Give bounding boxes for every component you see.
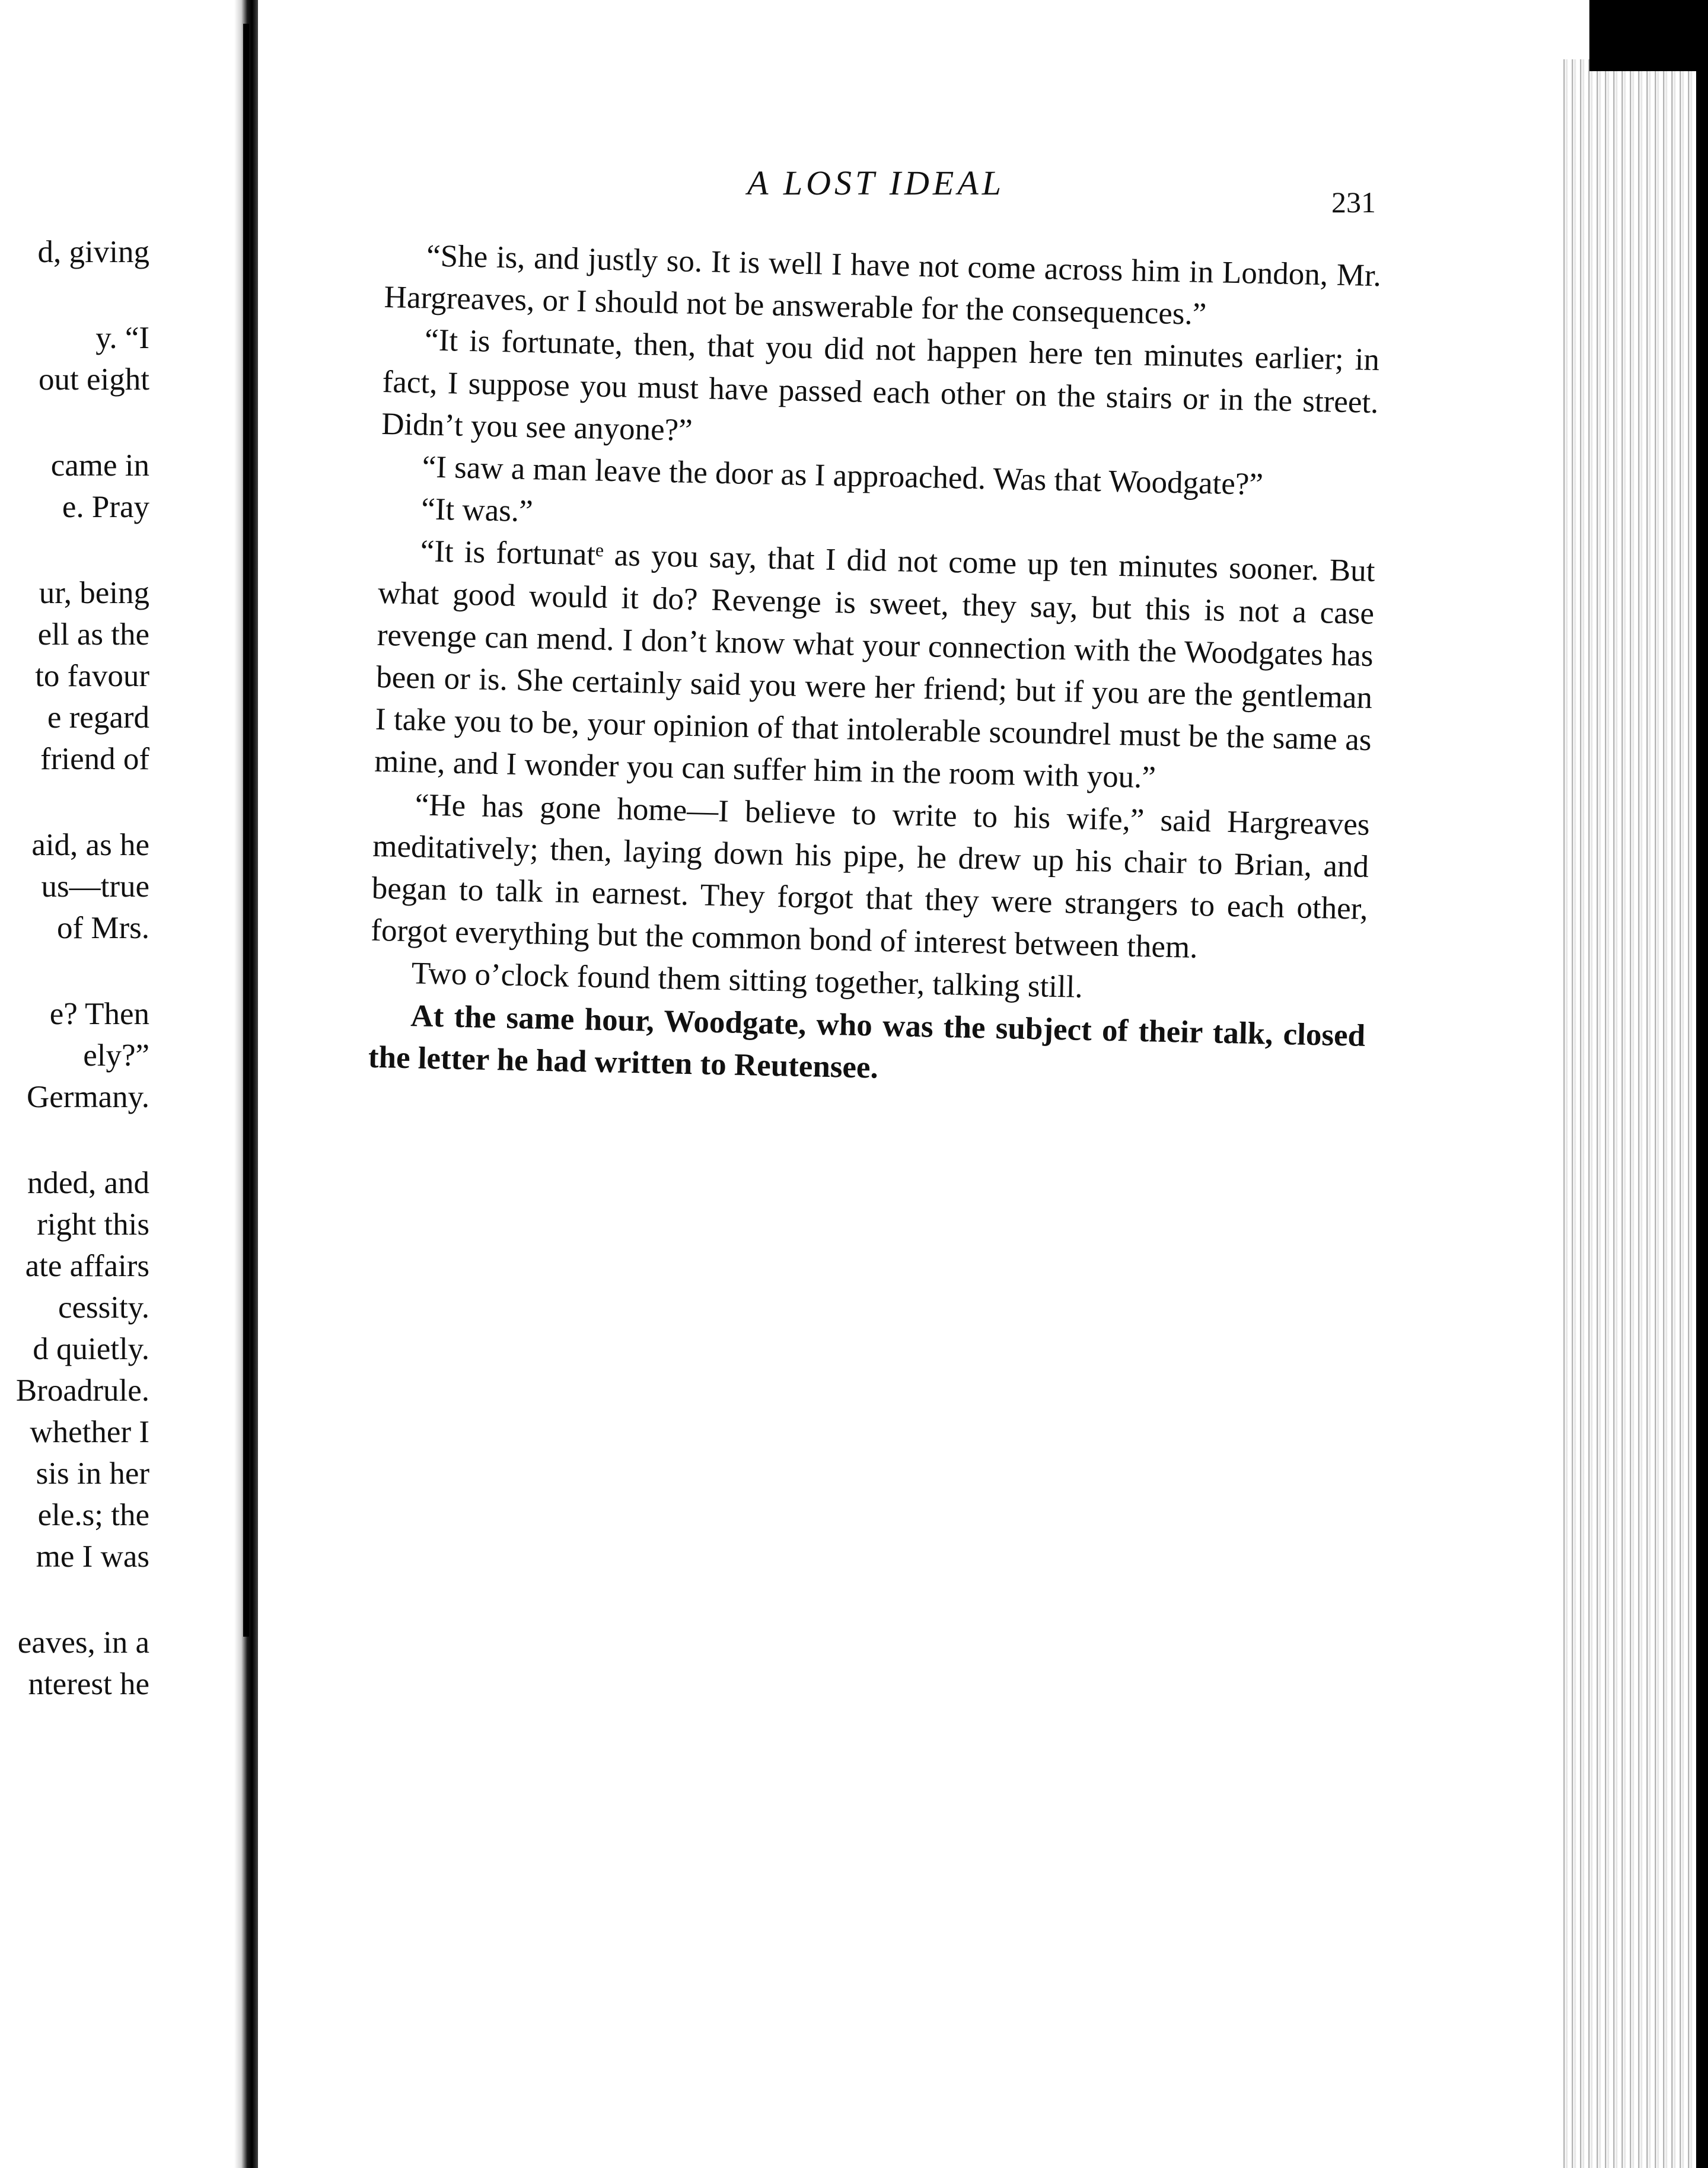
left-page-line-fragment: whether I <box>30 1415 149 1449</box>
left-page-line-fragment: friend of <box>40 742 149 776</box>
paragraph: “It is fortunatᵉ as you say, that I did not come up ten minutes sooner. But what good would it do? Revenge is sweet, they say, but this is not a case revenge can mend. I don’t know what your connection with the Woodgates has been or is. She certainly said you were her friend; but if you are the gentleman I take you to be, your opinion of that intolerable scoundrel must be the same as mine, and I wonder you can suffer him in the room with you.” <box>374 534 1376 795</box>
left-page-line-fragment: e regard <box>47 700 149 735</box>
left-page-line-fragment: ely?” <box>83 1038 149 1073</box>
paragraph: At the same hour, Woodgate, who was the subject of their talk, closed the letter he had written to Reutensee. <box>368 998 1366 1085</box>
left-page-line-fragment: of Mrs. <box>56 911 149 945</box>
body-text <box>368 234 1381 1099</box>
paragraph: “He has gone home—I believe to write to his wife,” said Hargreaves meditatively; then, laying down his pipe, he drew up his chair to Brian, and began to talk in earnest. They forgot that they were strangers to each other, forgot everything but the common bond of interest between them. <box>370 787 1371 965</box>
left-page-line-fragment: d quietly. <box>33 1332 149 1366</box>
left-page-line-fragment: sis in her <box>36 1456 149 1491</box>
paragraph: “It is fortunate, then, that you did not happen here ten minutes earlier; in fact, I suppose you must have passed each other on the stairs or in the street. Didn’t you see anyone?” <box>381 323 1380 448</box>
paragraph: Two o’clock found them sitting together, talking still. <box>411 956 1084 1005</box>
left-page-line-fragment: nded, and <box>27 1166 149 1200</box>
left-page-line-fragment: me I was <box>36 1539 149 1574</box>
left-page-line-fragment: nterest he <box>28 1667 149 1701</box>
left-page-line-fragment: e. Pray <box>62 490 149 524</box>
left-page-line-fragment: ell as the <box>37 617 149 652</box>
left-page-line-fragment: Broadrule. <box>15 1373 149 1408</box>
scan-border-right <box>1696 0 1708 2168</box>
paragraph: “It was.” <box>420 492 534 529</box>
left-page-line-fragment: to favour <box>35 659 149 693</box>
left-page-line-fragment: d, giving <box>37 235 149 269</box>
left-page-line-fragment: ate affairs <box>25 1249 149 1283</box>
left-page-line-fragment: e? Then <box>49 997 149 1031</box>
left-page-line-fragment: ele.s; the <box>37 1498 149 1532</box>
left-page-line-fragment: out eight <box>39 362 149 397</box>
left-page-line-fragment: right this <box>37 1207 149 1242</box>
left-page-line-fragment: came in <box>50 448 149 483</box>
page-number: 231 <box>1331 186 1376 219</box>
left-page-line-fragment: cessity. <box>58 1290 149 1325</box>
paragraph: “She is, and justly so. It is well I have not come across him in London, Mr. Hargreaves, or I should not be answerable for the consequences.” <box>384 238 1382 332</box>
left-page-line-fragment: us—true <box>41 869 149 904</box>
scan-border-corner <box>1589 0 1708 71</box>
page-edges-stack <box>1560 59 1708 2168</box>
left-facing-page <box>0 0 234 2168</box>
spine-line <box>243 24 249 1637</box>
running-head: A LOST IDEAL <box>747 164 1005 202</box>
left-page-line-fragment: aid, as he <box>31 828 149 862</box>
left-page-line-fragment: y. “I <box>95 321 149 355</box>
left-page-line-fragment: eaves, in a <box>17 1625 149 1660</box>
left-page-line-fragment: Germany. <box>26 1080 149 1114</box>
paragraph: “I saw a man leave the door as I approached. Was that Woodgate?” <box>422 449 1264 502</box>
left-page-line-fragment: ur, being <box>39 576 149 610</box>
